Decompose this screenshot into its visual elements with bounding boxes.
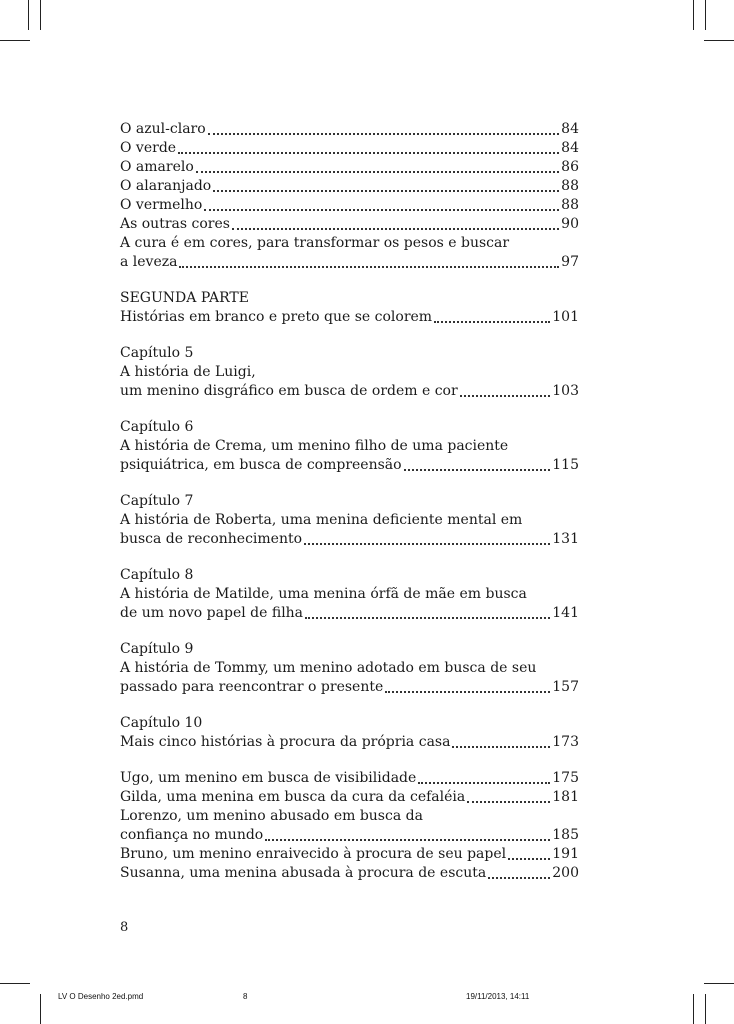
toc-entry: busca de reconhecimento 131: [120, 531, 579, 547]
toc-entry-line: A história de Luigi,: [120, 364, 256, 380]
table-of-contents: [120, 120, 579, 883]
toc-entry: O vermelho 88: [120, 197, 579, 213]
toc-entry: O azul-claro 84: [120, 121, 579, 137]
toc-entry: O amarelo 86: [120, 159, 579, 175]
toc-entry-line: A história de Matilde, uma menina órfã de mãe em busca: [120, 586, 527, 602]
toc-entry: Histórias em branco e preto que se colorem 101: [120, 309, 579, 325]
crop-mark: [40, 0, 41, 30]
crop-mark: [705, 994, 706, 1024]
toc-entry: a leveza 97: [120, 254, 579, 270]
footer-timestamp: 19/11/2013, 14:11: [466, 992, 530, 1001]
toc-entry: confiança no mundo 185: [120, 827, 579, 843]
crop-mark: [693, 0, 694, 30]
part-heading: SEGUNDA PARTE: [120, 290, 249, 306]
crop-mark: [704, 40, 734, 41]
chapter-label: Capítulo 5: [120, 345, 194, 361]
toc-entry-line: Lorenzo, um menino abusado em busca da: [120, 808, 423, 824]
toc-entry: O verde 84: [120, 140, 579, 156]
toc-entry-line: A história de Roberta, uma menina deficiente mental em: [120, 512, 523, 528]
toc-entry: Susanna, uma menina abusada à procura de escuta 200: [120, 865, 579, 881]
toc-entry: psiquiátrica, em busca de compreensão 115: [120, 457, 579, 473]
chapter-label: Capítulo 9: [120, 641, 194, 657]
toc-entry: Gilda, uma menina em busca da cura da cefaléia 181: [120, 789, 579, 805]
footer-filename: LV O Desenho 2ed.pmd: [58, 992, 144, 1001]
toc-entry: O alaranjado 88: [120, 178, 579, 194]
toc-entry-line: A história de Crema, um menino filho de uma paciente: [120, 438, 509, 454]
crop-mark: [0, 983, 30, 984]
crop-mark: [40, 994, 41, 1024]
crop-mark: [693, 994, 694, 1024]
chapter-label: Capítulo 8: [120, 567, 194, 583]
chapter-label: Capítulo 7: [120, 493, 194, 509]
crop-mark: [0, 40, 30, 41]
page-number: 8: [120, 920, 129, 935]
toc-entry: Ugo, um menino em busca de visibilidade 175: [120, 770, 579, 786]
toc-entry: de um novo papel de filha 141: [120, 605, 579, 621]
toc-entry: As outras cores 90: [120, 216, 579, 232]
toc-entry: Mais cinco histórias à procura da própria casa 173: [120, 734, 579, 750]
toc-entry: Bruno, um menino enraivecido à procura de seu papel 191: [120, 846, 579, 862]
crop-mark: [705, 0, 706, 30]
crop-mark: [28, 0, 29, 30]
toc-entry: passado para reencontrar o presente 157: [120, 679, 579, 695]
toc-entry-line: A história de Tommy, um menino adotado em busca de seu: [120, 660, 537, 676]
toc-entry: um menino disgráfico em busca de ordem e cor 103: [120, 383, 579, 399]
chapter-label: Capítulo 10: [120, 715, 203, 731]
footer-page: 8: [243, 992, 248, 1001]
chapter-label: Capítulo 6: [120, 419, 194, 435]
crop-mark: [704, 983, 734, 984]
toc-entry-line: A cura é em cores, para transformar os pesos e buscar: [120, 235, 510, 251]
